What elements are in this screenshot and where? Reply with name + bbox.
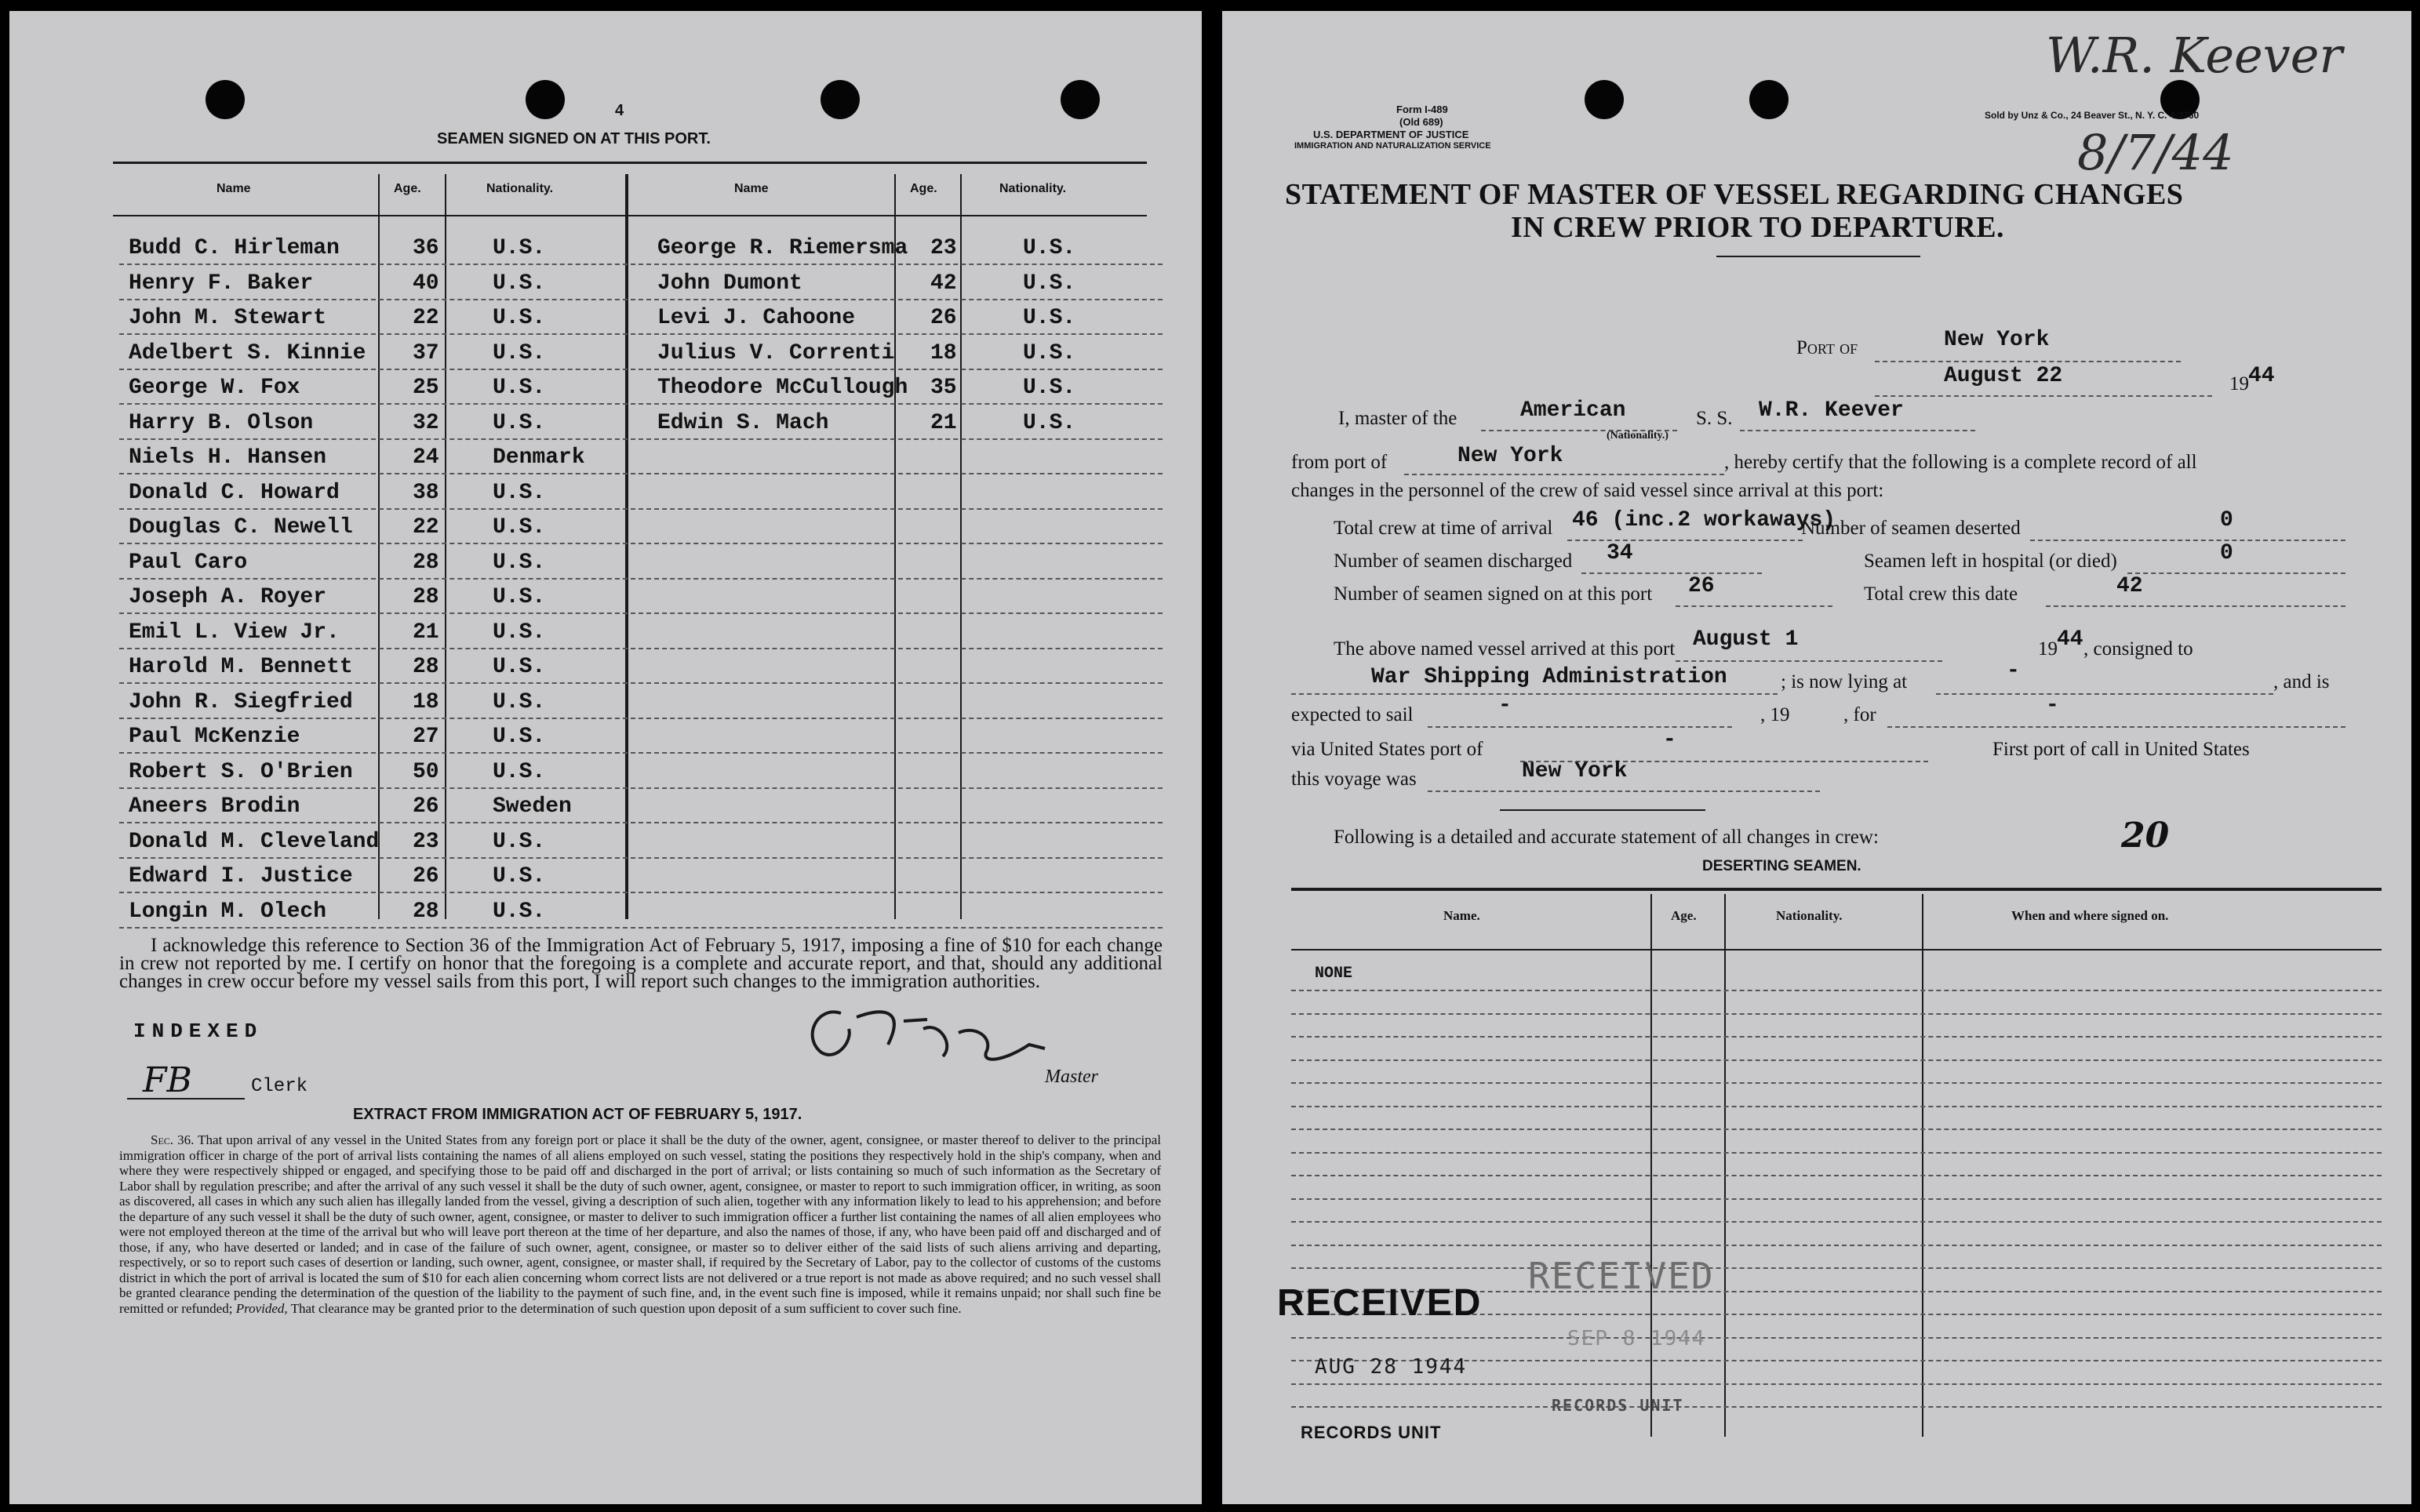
master-prefix: I, master of the [1338,408,1457,429]
vessel-line [1740,430,1975,431]
seaman-nationality: U.S. [493,340,546,365]
arrived-year-prefix: 19 [2038,638,2058,660]
seaman-age: 32 [413,410,439,435]
discharged-label: Number of seamen discharged [1334,551,1573,572]
seaman-age: 27 [413,725,439,749]
seaman-nationality: Denmark [493,445,585,470]
form-title-line2: IN CREW PRIOR TO DEPARTURE. [1511,211,2005,244]
consignee-value: War Shipping Administration [1371,665,1727,689]
seaman-age: 36 [413,236,439,260]
discharged-line [1581,572,1762,574]
changes-count: 20 [2121,816,2170,856]
total-arrival-value: 46 (inc.2 workaways) [1572,508,1836,532]
seaman-age: 18 [413,689,439,714]
seaman-age: 28 [413,899,439,924]
desert-row-line [1291,1152,2382,1154]
seaman-age: 50 [413,759,439,784]
seaman-nationality: U.S. [493,585,546,609]
desert-row-line [1291,1337,2382,1339]
seaman-nationality: U.S. [493,864,546,889]
service: IMMIGRATION AND NATURALIZATION SERVICE [1294,141,1491,151]
punch-hole [1585,80,1624,119]
seaman-name: Harold M. Bennett [129,655,353,679]
signed-on-value: 26 [1688,574,1715,598]
seaman-row [119,859,1163,893]
form-title-line1: STATEMENT OF MASTER OF VESSEL REGARDING CHANGES [1285,178,2184,211]
records-unit-stamp-black: RECORDS UNIT [1301,1423,1442,1442]
section-title: SEAMEN SIGNED ON AT THIS PORT. [437,130,711,147]
seller-note: Sold by Unz & Co., 24 Beaver St., N. Y. C. 4-3760 [1985,110,2200,121]
seaman-row [119,615,1163,649]
total-date-value: 42 [2116,574,2143,598]
voyage-rule [1500,809,1705,811]
title-underline [1716,256,1920,257]
seaman-name: John Dumont [657,271,802,296]
consignee-line [1291,693,1778,695]
acknowledgment-text: I acknowledge this reference to Section 36 of the Immigration Act of February 5, 1917, imposing a fine of $10 for each change in crew not reported by me. I certify on honor that the foregoing is a complete and accurate report, and that, should any additional changes in crew occur before my vessel sails from this port, I will report such changes to the immigration authorities. [119,935,1163,992]
right-page [1222,11,2411,1504]
desert-header-signed-on: When and where signed on. [2011,908,2169,923]
seaman-age: 35 [930,376,957,400]
seaman-age: 28 [413,585,439,609]
seaman-name: John R. Siegfried [129,689,353,714]
for-label: , for [1843,704,1876,725]
lying-value: - [2007,659,2020,683]
seaman-nationality: U.S. [493,306,546,330]
seaman-row [119,580,1163,614]
seaman-name: Paul Caro [129,550,248,575]
seaman-nationality: U.S. [1023,271,1076,296]
desert-row-line [1291,1267,2382,1269]
seaman-nationality: Sweden [493,794,572,819]
seaman-name: Budd C. Hirleman [129,236,340,260]
punch-hole [821,80,860,119]
deserting-title: DESERTING SEAMEN. [1702,858,1861,874]
desert-row-line [1291,1383,2382,1385]
total-arrival-line [1567,540,1803,541]
desert-row-line [1291,1106,2382,1107]
punch-hole [1061,80,1100,119]
table-top-rule [113,162,1147,164]
desert-header-name: Name. [1443,908,1480,923]
vessel-value: W.R. Keever [1759,398,1904,423]
seaman-name: Niels H. Hansen [129,445,327,470]
seaman-row [119,824,1163,859]
aug-date-stamp: AUG 28 1944 [1315,1355,1468,1379]
page-number: 4 [615,102,624,119]
seaman-row [119,719,1163,754]
received-stamp-black: RECEIVED [1277,1282,1483,1324]
records-unit-stamp-gray: RECORDS UNIT [1552,1396,1684,1415]
changes-text: changes in the personnel of the crew of said vessel since arrival at this port: [1291,480,1884,501]
from-port-label: from port of [1291,452,1388,473]
desert-row-line [1291,1198,2382,1200]
seaman-nationality: U.S. [493,899,546,924]
seaman-row [119,545,1163,580]
seaman-row [119,370,1163,405]
voyage-text: this voyage was [1291,769,1417,790]
nationality-value: American [1520,398,1626,423]
expected-year: , 19 [1760,704,1790,725]
seaman-age: 23 [930,236,957,260]
seaman-row [119,440,1163,474]
department: U.S. DEPARTMENT OF JUSTICE [1313,129,1469,140]
seaman-nationality: U.S. [493,829,546,854]
desert-row-line [1291,1221,2382,1223]
seaman-row [119,754,1163,789]
certify-text: , hereby certify that the following is a complete record of all [1724,452,2197,473]
seaman-age: 23 [413,829,439,854]
expected-value: - [1498,693,1512,718]
seaman-row [119,266,1163,300]
total-date-label: Total crew this date [1864,583,2018,605]
punch-hole [206,80,245,119]
seaman-age: 28 [413,550,439,575]
seaman-age: 21 [413,620,439,645]
signed-on-line [1676,605,1832,607]
seaman-name: George W. Fox [129,376,300,400]
seaman-name: Julius V. Correnti [657,340,895,365]
seaman-name: Henry F. Baker [129,271,314,296]
hospital-value: 0 [2220,541,2233,565]
seaman-age: 18 [930,340,957,365]
desert-row-line [1291,1059,2382,1061]
desert-row-line [1291,1129,2382,1130]
seaman-nationality: U.S. [493,759,546,784]
from-port-line [1404,474,1724,475]
seaman-name: Donald M. Cleveland [129,829,380,854]
desert-row-line [1291,1036,2382,1038]
section-36-text [119,1132,1161,1316]
header-name: Name [734,182,769,195]
seaman-age: 21 [930,410,957,435]
seaman-row [119,510,1163,544]
nationality-caption: (Nationality.) [1607,430,1669,442]
seaman-name: John M. Stewart [129,306,327,330]
seaman-nationality: U.S. [493,410,546,435]
discharged-value: 34 [1607,541,1633,565]
section-body: That upon arrival of any vessel in the United States from any foreign port or place it shall be the duty of the owner, agent, consignee, or master thereof to deliver to the principal immigration officer in charge of the port of arrival lists containing the names of all aliens employed on such vessel, stating the positions they respectively hold in the ship's company, when and where they were respectively shipped or engaged, and specifying those to be paid off and discharged in the port of arrival; or lists containing so much of such information as the Secretary of Labor shall by regulation prescribe; and after the arrival of any such vessel it shall be the duty of such owner, agent, consignee, or master to report to such immigration officer, in writing, as soon as discovered, all cases in which any such alien has illegally landed from the vessel, giving a description of such alien, together with any information likely to lead to his apprehension; and before the departure of any such vessel it shall be the duty of such owner, agent, consignee, or master to deliver to such immigration officer a further list containing the names of all alien employees who were not employed thereon at the time of the arrival but who will leave port thereon at the time of her departure, and also the names of those, if any, who have been paid off and discharged and of those, if any, who have deserted or landed; and in case of the failure of such owner, agent, consignee, or master so to deliver either of the said lists of such aliens arriving and departing, respectively, or so to report such cases of desertion or landing, such owner, agent, consignee, or master shall, if required by the Secretary of Labor, pay to the collector of customs of the customs district in which the port of arrival is located the sum of $10 for each alien concerning whom correct lists are not delivered or a true report is not made as above required; and no such vessel shall be granted clearance pending the determination of the question of the liability to the payment of such fine, and, in the event such fine is imposed, while it remains unpaid; nor shall such fine be remitted or refunded; [119,1132,1161,1316]
proviso-text: That clearance may be granted prior to the determination of such question upon deposit of a sum sufficient to cover such fine. [290,1300,962,1316]
seaman-age: 25 [413,376,439,400]
seaman-name: Edward I. Justice [129,864,353,889]
seaman-name: Theodore McCullough [657,376,908,400]
punch-hole [1749,80,1789,119]
header-name: Name [217,182,251,195]
seaman-name: Donald C. Howard [129,480,340,505]
seaman-age: 26 [413,794,439,819]
desert-row-line [1291,1013,2382,1015]
seaman-nationality: U.S. [493,655,546,679]
seaman-name: Harry B. Olson [129,410,314,435]
via-value: - [1663,728,1676,752]
form-number: Form I-489 [1396,104,1448,115]
seaman-nationality: U.S. [493,725,546,749]
desert-column-divider [1650,894,1652,1437]
seaman-row [119,789,1163,823]
section-label: Sec. 36. [151,1132,195,1147]
total-date-line [2046,605,2345,607]
seaman-name: George R. Riemersma [657,236,908,260]
seaman-nationality: U.S. [493,480,546,505]
table-header-rule [113,215,1147,216]
seaman-nationality: U.S. [1023,410,1076,435]
proviso-label: Provided, [235,1300,288,1316]
seaman-name: Paul McKenzie [129,725,300,749]
voyage-value: New York [1522,759,1628,783]
seaman-age: 38 [413,480,439,505]
seaman-name: Joseph A. Royer [129,585,327,609]
desert-header-nationality: Nationality. [1776,908,1843,923]
seaman-nationality: U.S. [493,550,546,575]
arrived-year: 44 [2057,627,2083,652]
seaman-name: Douglas C. Newell [129,515,353,540]
handwritten-vessel-name: W.R. Keever [2046,27,2343,84]
arrived-text: The above named vessel arrived at this port [1334,638,1676,660]
seaman-age: 26 [930,306,957,330]
indexed-stamp: INDEXED [133,1020,264,1043]
deserted-value: 0 [2220,508,2233,532]
deserted-label: Number of seamen deserted [1801,518,2021,539]
lying-text: ; is now lying at [1781,671,1908,692]
extract-title: EXTRACT FROM IMMIGRATION ACT OF FEBRUARY 5, 1917. [353,1106,802,1123]
seaman-row [119,649,1163,684]
port-label: Port of [1796,337,1858,358]
arrived-value: August 1 [1693,627,1799,652]
seaman-age: 22 [413,306,439,330]
seaman-nationality: U.S. [1023,306,1076,330]
clerk-initials: FB [143,1060,192,1100]
seaman-row [119,231,1163,265]
seaman-row [119,475,1163,510]
date-line [1875,395,2212,397]
hospital-label: Seamen left in hospital (or died) [1864,551,2117,572]
received-stamp-gray: RECEIVED [1528,1255,1715,1297]
seaman-age: 22 [413,515,439,540]
following-text: Following is a detailed and accurate statement of all changes in crew: [1334,827,1879,848]
deserted-line [2030,540,2345,541]
desert-row-line [1291,1082,2382,1084]
sep-date-stamp: SEP 8 1944 [1567,1327,1706,1350]
desert-row-line [1291,1406,2382,1408]
seaman-age: 42 [930,271,957,296]
from-port-value: New York [1457,444,1563,468]
seaman-nationality: U.S. [493,271,546,296]
seaman-name: Robert S. O'Brien [129,759,353,784]
header-nationality: Nationality. [999,182,1067,195]
seaman-row [119,336,1163,370]
consigned-text: , consigned to [2083,638,2193,660]
seaman-row [119,300,1163,335]
for-value: - [2046,693,2059,718]
and-is-text: , and is [2273,671,2330,692]
ss-label: S. S. [1696,408,1733,429]
seaman-age: 37 [413,340,439,365]
form-old-number: (Old 689) [1399,116,1443,128]
date-value: August 22 [1944,364,2063,388]
lying-line [1936,693,2273,695]
handwritten-date: 8/7/44 [2077,124,2234,181]
for-line [1887,726,2345,728]
expected-line [1428,726,1732,728]
seaman-nationality: U.S. [493,236,546,260]
desert-row-line [1291,1175,2382,1176]
master-label: Master [1045,1067,1098,1087]
via-text: via United States port of [1291,739,1483,760]
signed-on-label: Number of seamen signed on at this port [1334,583,1653,605]
voyage-line [1428,791,1820,792]
clerk-label: Clerk [251,1076,308,1097]
seaman-nationality: U.S. [493,689,546,714]
header-age: Age. [910,182,937,195]
seaman-row [119,685,1163,719]
desert-table-top [1291,888,2382,891]
punch-hole [526,80,565,119]
seaman-name: Adelbert S. Kinnie [129,340,366,365]
expected-text: expected to sail [1291,704,1414,725]
total-arrival-label: Total crew at time of arrival [1334,518,1553,539]
desert-column-divider [1922,894,1923,1437]
seaman-age: 26 [413,864,439,889]
seaman-row [119,405,1163,440]
seaman-age: 24 [413,445,439,470]
first-port-text: First port of call in United States [1992,739,2250,760]
hospital-line [2127,572,2345,574]
seaman-nationality: U.S. [1023,376,1076,400]
seaman-nationality: U.S. [1023,340,1076,365]
desert-column-divider [1724,894,1726,1437]
seaman-name: Edwin S. Mach [657,410,829,435]
year-value: 44 [2248,364,2275,388]
arrived-line [1676,660,1942,662]
header-age: Age. [394,182,421,195]
seaman-age: 28 [413,655,439,679]
seaman-name: Longin M. Olech [129,899,327,924]
seaman-nationality: U.S. [493,515,546,540]
desert-row-line [1291,990,2382,991]
port-value: New York [1944,328,2050,352]
seaman-name: Aneers Brodin [129,794,300,819]
seaman-nationality: U.S. [493,620,546,645]
master-signature [794,998,1053,1076]
header-nationality: Nationality. [486,182,554,195]
desert-header-age: Age. [1671,908,1697,923]
seaman-name: Emil L. View Jr. [129,620,340,645]
seaman-age: 40 [413,271,439,296]
desert-row-line [1291,1245,2382,1246]
seaman-row [119,894,1163,929]
year-prefix: 19 [2229,373,2249,394]
clerk-line [127,1098,245,1099]
desert-entry-none: NONE [1315,965,1353,983]
seaman-nationality: U.S. [1023,236,1076,260]
desert-table-header-rule [1291,949,2382,950]
port-line [1875,361,2181,362]
left-page [9,11,1202,1504]
seaman-name: Levi J. Cahoone [657,306,856,330]
seaman-nationality: U.S. [493,376,546,400]
